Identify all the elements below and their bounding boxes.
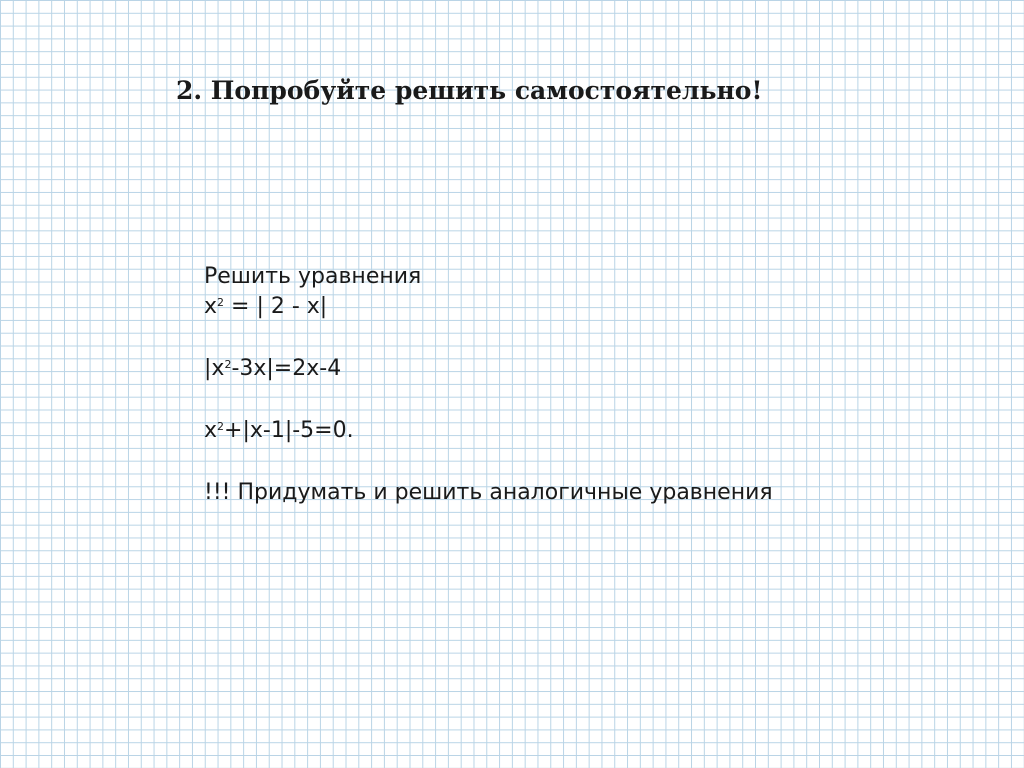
spacer [204, 446, 773, 478]
task-block [204, 262, 773, 508]
equation-3-left: x [204, 418, 218, 443]
equation-2-left: |x [204, 356, 225, 381]
equation-1 [204, 292, 773, 322]
equation-2-exponent: 2 [224, 358, 232, 371]
equation-2-right: -3x|=2x-4 [231, 356, 342, 381]
equation-3-exponent: 2 [217, 420, 225, 433]
task-heading: Решить уравнения [204, 264, 422, 289]
equation-1-left: x [204, 294, 218, 319]
spacer [204, 322, 773, 354]
equation-1-exponent: 2 [217, 296, 225, 309]
spacer [204, 384, 773, 416]
equation-1-right: = | 2 - x| [224, 294, 328, 319]
task-note: !!! Придумать и решить аналогичные уравнения [204, 480, 773, 505]
slide-title: 2. Попробуйте решить самостоятельно! [176, 76, 763, 105]
equation-3-right: +|x-1|-5=0. [224, 418, 354, 443]
equation-3 [204, 416, 773, 446]
equation-2 [204, 354, 773, 384]
